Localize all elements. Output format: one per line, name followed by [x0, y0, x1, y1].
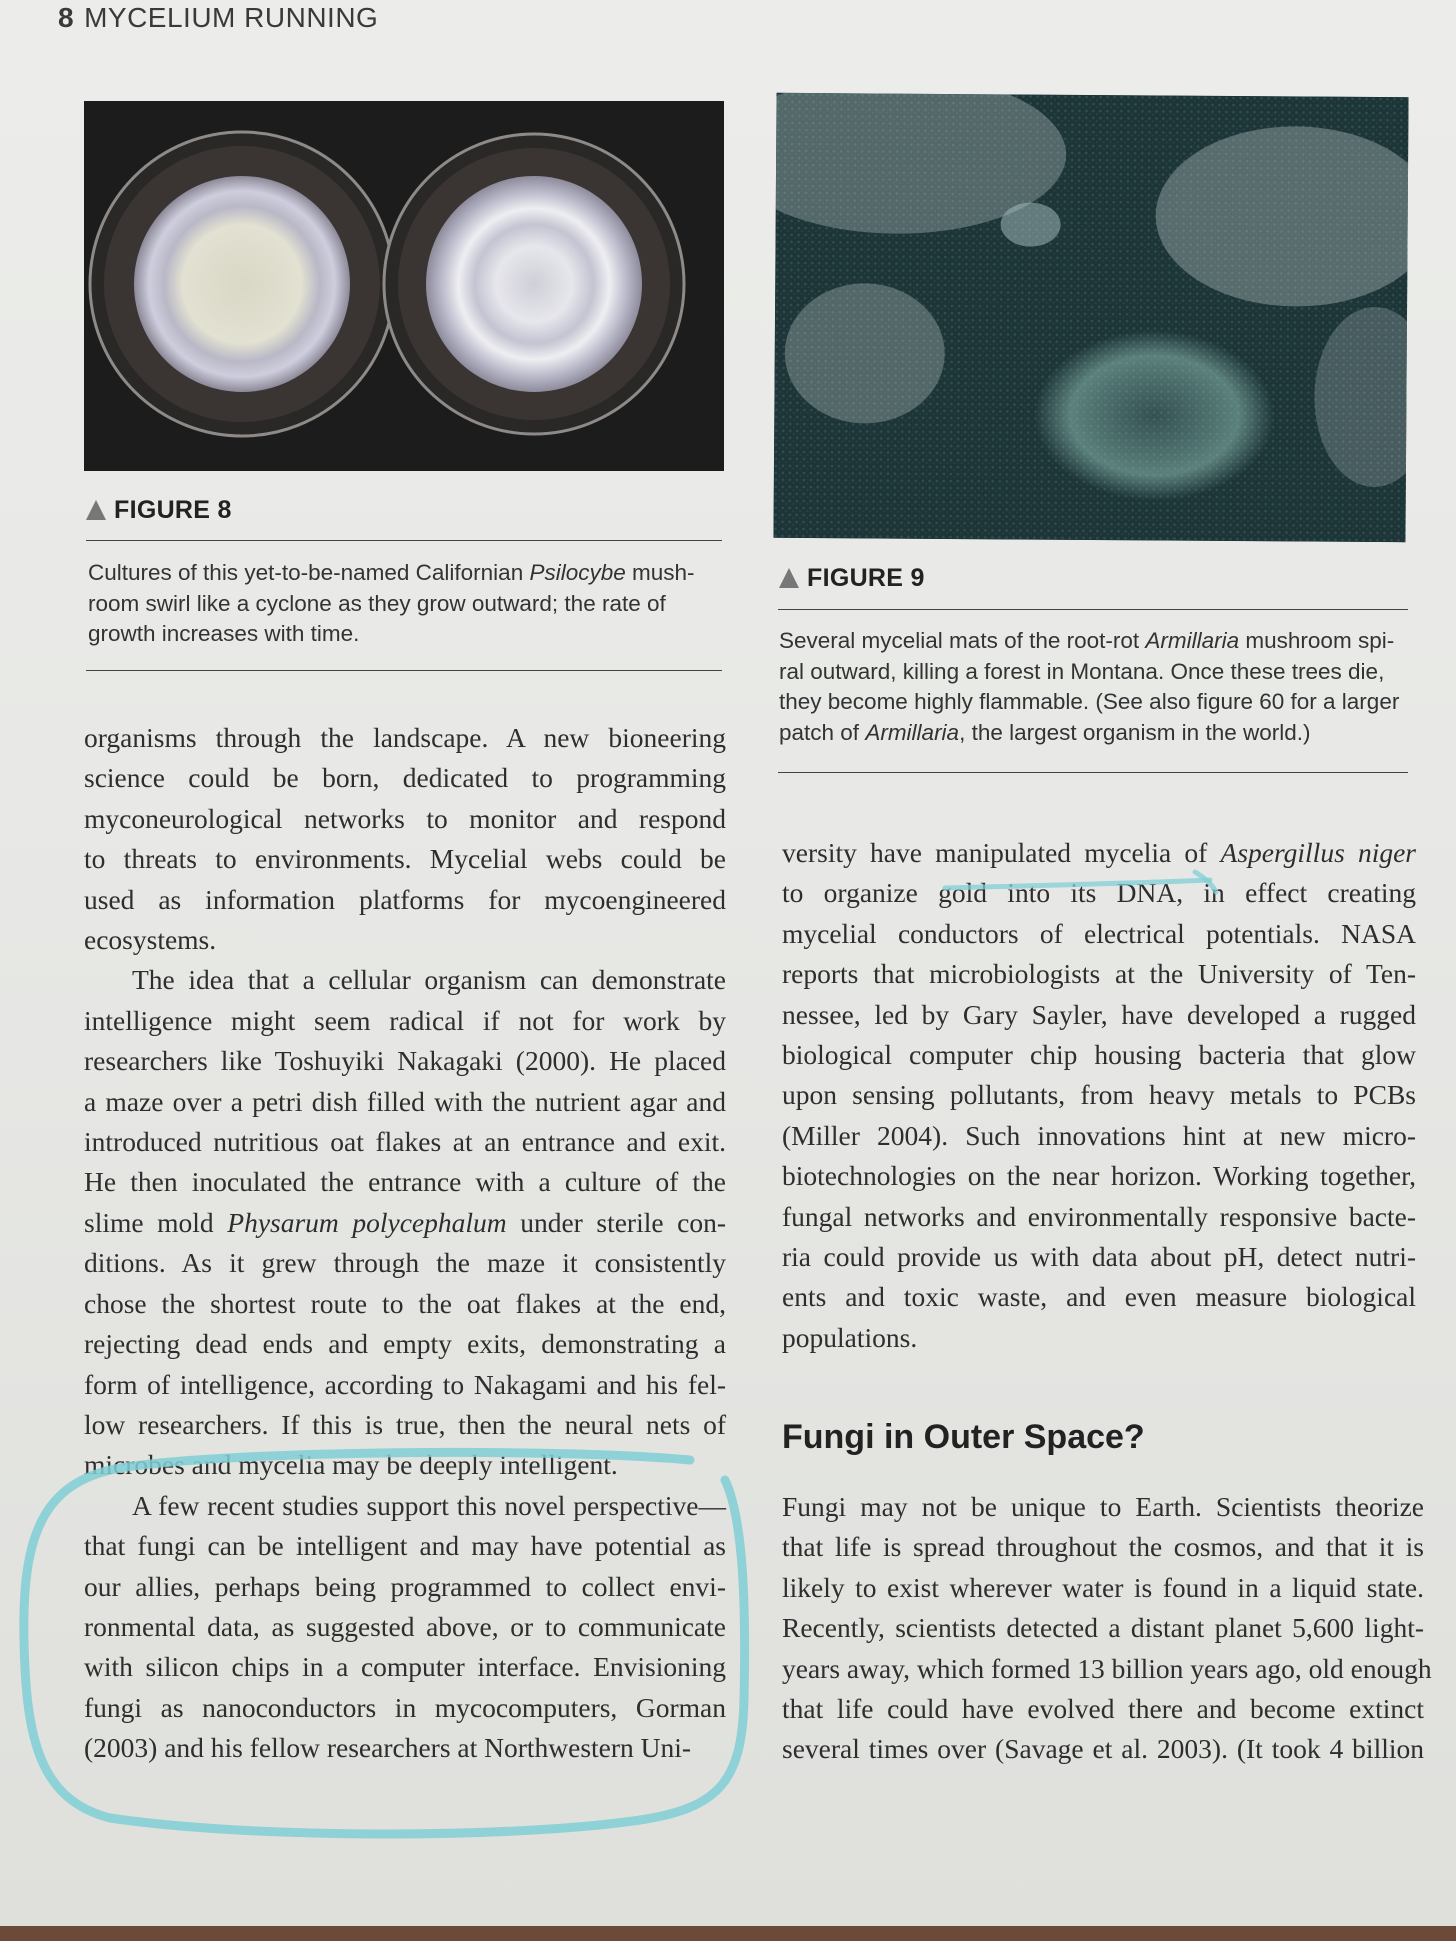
text-line	[782, 1277, 1416, 1317]
book-edge	[0, 1926, 1456, 1941]
text-line	[84, 1284, 726, 1324]
text-run: used as information platforms for mycoengineered	[84, 883, 726, 915]
text-run: to organize gold into its DNA, in effect creating	[782, 877, 1416, 909]
text-run: researchers like Toshuyiki Nakagaki (2000). He placed	[84, 1045, 726, 1077]
text-run: (2003) and his fellow researchers at Northwestern Uni-	[84, 1732, 692, 1764]
text-line	[84, 1122, 726, 1162]
text-line	[782, 914, 1416, 954]
text-line	[782, 1527, 1424, 1567]
italic-term: Aspergillus niger	[1220, 837, 1416, 868]
running-header	[58, 2, 378, 34]
text-line	[84, 1365, 726, 1405]
text-run: biological computer chip housing bacteria that glow	[782, 1039, 1416, 1071]
text-line	[84, 799, 726, 839]
text-run: form of intelligence, according to Nakagami and his fel-	[84, 1368, 726, 1400]
left-body-column	[84, 718, 726, 1769]
text-line	[782, 1116, 1416, 1156]
text-line	[84, 1324, 726, 1364]
text-run: likely to exist wherever water is found in a liquid state.	[782, 1571, 1424, 1603]
text-line	[84, 1647, 726, 1687]
text-line	[782, 873, 1416, 913]
text-run: with silicon chips in a computer interface. Envisioning	[84, 1651, 726, 1683]
text-run: mush-	[625, 560, 695, 585]
text-line	[84, 1486, 726, 1526]
text-line	[84, 1243, 726, 1283]
text-run: under sterile con-	[506, 1206, 727, 1238]
text-line	[779, 626, 1399, 657]
triangle-marker-icon	[86, 500, 106, 520]
text-line	[782, 1156, 1416, 1196]
text-line	[88, 558, 695, 589]
right-body-column	[782, 833, 1416, 1358]
triangle-marker-icon	[779, 568, 799, 588]
text-run: room swirl like a cyclone as they grow outward; the rate of	[88, 590, 666, 616]
text-run: a maze over a petri dish filled with the nutrient agar and	[84, 1085, 726, 1117]
text-line	[782, 954, 1416, 994]
text-line	[779, 657, 1399, 688]
text-run: ditions. As it grew through the maze it consistently	[84, 1247, 726, 1279]
figure-9-label-text: FIGURE 9	[807, 564, 925, 592]
italic-term: Psilocybe	[529, 560, 626, 585]
text-run: our allies, perhaps being programmed to collect envi-	[84, 1570, 726, 1602]
text-run: science could be born, dedicated to programming	[84, 762, 726, 794]
text-run: He then inoculated the entrance with a culture of the	[84, 1166, 726, 1198]
section-heading: Fungi in Outer Space?	[782, 1418, 1145, 1456]
text-line	[84, 1567, 726, 1607]
text-run: fungal networks and environmentally responsive bacte-	[782, 1200, 1416, 1232]
text-run: ents and toxic waste, and even measure biological	[782, 1281, 1416, 1313]
text-line	[84, 1082, 726, 1122]
text-run: mushroom spi-	[1239, 628, 1395, 653]
text-run: reports that microbiologists at the University of Ten-	[782, 958, 1416, 990]
text-line	[84, 1688, 726, 1728]
text-line	[84, 1607, 726, 1647]
text-run: that life is spread throughout the cosmos, and that it is	[782, 1531, 1424, 1563]
figure-9-bottom-rule	[778, 772, 1408, 773]
text-run: microbes and mycelia may be deeply intelligent.	[84, 1449, 618, 1481]
text-line	[84, 758, 726, 798]
text-line	[782, 1075, 1416, 1115]
text-run: (Miller 2004). Such innovations hint at new micro-	[782, 1119, 1416, 1151]
text-line	[779, 718, 1399, 749]
italic-term: Armillaria	[865, 719, 960, 745]
page-number: 8	[58, 2, 75, 33]
figure-8-label	[86, 496, 232, 525]
text-line	[782, 1689, 1424, 1729]
text-line	[84, 1001, 726, 1041]
text-run: ral outward, killing a forest in Montana. Once these trees die,	[779, 658, 1385, 684]
text-run: biotechnologies on the near horizon. Working together,	[782, 1160, 1416, 1192]
text-line	[84, 1445, 726, 1485]
italic-term: Physarum polycephalum	[227, 1206, 507, 1238]
text-run: The idea that a cellular organism can demonstrate	[132, 964, 726, 996]
text-run: chose the shortest route to the oat flakes at the end,	[84, 1287, 726, 1319]
text-run: patch of	[779, 719, 866, 745]
text-run: to threats to environments. Mycelial webs could be	[84, 843, 726, 875]
text-run: populations.	[782, 1321, 918, 1353]
text-run: organisms through the landscape. A new bioneering	[84, 722, 726, 753]
text-run: low researchers. If this is true, then the neural nets of	[84, 1408, 726, 1440]
book-title: MYCELIUM RUNNING	[84, 2, 379, 33]
text-line	[84, 1162, 726, 1202]
text-line	[88, 589, 695, 620]
text-line	[782, 1729, 1424, 1769]
text-run: Fungi may not be unique to Earth. Scientists theorize	[782, 1491, 1424, 1522]
forest-aerial-illustration	[773, 93, 1408, 542]
text-line	[782, 1318, 1416, 1358]
figure-8-photo	[84, 101, 724, 471]
text-run: Cultures of this yet-to-be-named Californian	[88, 560, 530, 585]
text-run: fungi as nanoconductors in mycocomputers, Gorman	[84, 1691, 726, 1723]
text-line	[782, 1197, 1416, 1237]
text-run: Several mycelial mats of the root-rot	[779, 628, 1146, 653]
text-line	[88, 619, 695, 650]
figure-8-caption	[88, 558, 695, 650]
text-line	[84, 960, 726, 1000]
text-line	[782, 1035, 1416, 1075]
text-run: ria could provide us with data about pH, detect nutri-	[782, 1241, 1416, 1273]
text-run: versity have manipulated mycelia of	[782, 837, 1221, 868]
italic-term: Armillaria	[1145, 628, 1240, 653]
text-line	[782, 1568, 1424, 1608]
text-run: that life could have evolved there and become extinct	[782, 1693, 1424, 1725]
text-line	[84, 1405, 726, 1445]
figure-9-label	[779, 564, 925, 593]
text-run: ecosystems.	[84, 924, 217, 956]
text-line	[782, 1649, 1432, 1689]
figure-9-top-rule	[778, 609, 1408, 610]
text-run: introduced nutritious oat flakes at an entrance and exit.	[84, 1126, 726, 1158]
text-line	[84, 839, 726, 879]
figure-8-top-rule	[86, 540, 722, 541]
text-line	[84, 920, 726, 960]
figure-8-bottom-rule	[86, 670, 722, 671]
text-run: mycelial conductors of electrical potentials. NASA	[782, 917, 1416, 949]
text-run: ronmental data, as suggested above, or to communicate	[84, 1610, 726, 1642]
text-line	[84, 1526, 726, 1566]
text-line	[782, 833, 1416, 873]
text-line	[84, 718, 726, 758]
figure-8-label-text: FIGURE 8	[114, 496, 232, 524]
text-run: growth increases with time.	[88, 621, 360, 646]
text-line	[782, 1237, 1416, 1277]
text-run: Recently, scientists detected a distant planet 5,600 light-	[782, 1612, 1424, 1644]
text-line	[782, 995, 1416, 1035]
section-body-text	[782, 1487, 1432, 1770]
text-run: rejecting dead ends and empty exits, demonstrating a	[84, 1328, 726, 1360]
figure-9-photo	[773, 93, 1408, 542]
text-run: nessee, led by Gary Sayler, have developed a rugged	[782, 998, 1416, 1030]
text-line	[782, 1487, 1424, 1527]
text-run: years away, which formed 13 billion years ago, old enough	[782, 1652, 1432, 1684]
text-line	[779, 687, 1399, 718]
text-run: intelligence might seem radical if not for work by	[84, 1004, 726, 1036]
text-line	[84, 1728, 726, 1768]
text-line	[84, 1041, 726, 1081]
text-line	[84, 1203, 726, 1243]
text-run: upon sensing pollutants, from heavy metals to PCBs	[782, 1079, 1416, 1111]
text-line	[84, 880, 726, 920]
text-run: myconeurological networks to monitor and respond	[84, 802, 726, 834]
text-run: A few recent studies support this novel perspective—	[132, 1489, 726, 1521]
text-run: several times over (Savage et al. 2003). (It took 4 billion	[782, 1733, 1424, 1765]
text-run: that fungi can be intelligent and may have potential as	[84, 1530, 726, 1562]
petri-dishes-illustration	[84, 101, 724, 471]
text-run: , the largest organism in the world.)	[959, 719, 1311, 745]
text-run: slime mold	[84, 1206, 228, 1238]
text-line	[782, 1608, 1424, 1648]
figure-9-caption	[779, 626, 1399, 748]
text-run: they become highly flammable. (See also figure 60 for a larger	[779, 689, 1400, 714]
